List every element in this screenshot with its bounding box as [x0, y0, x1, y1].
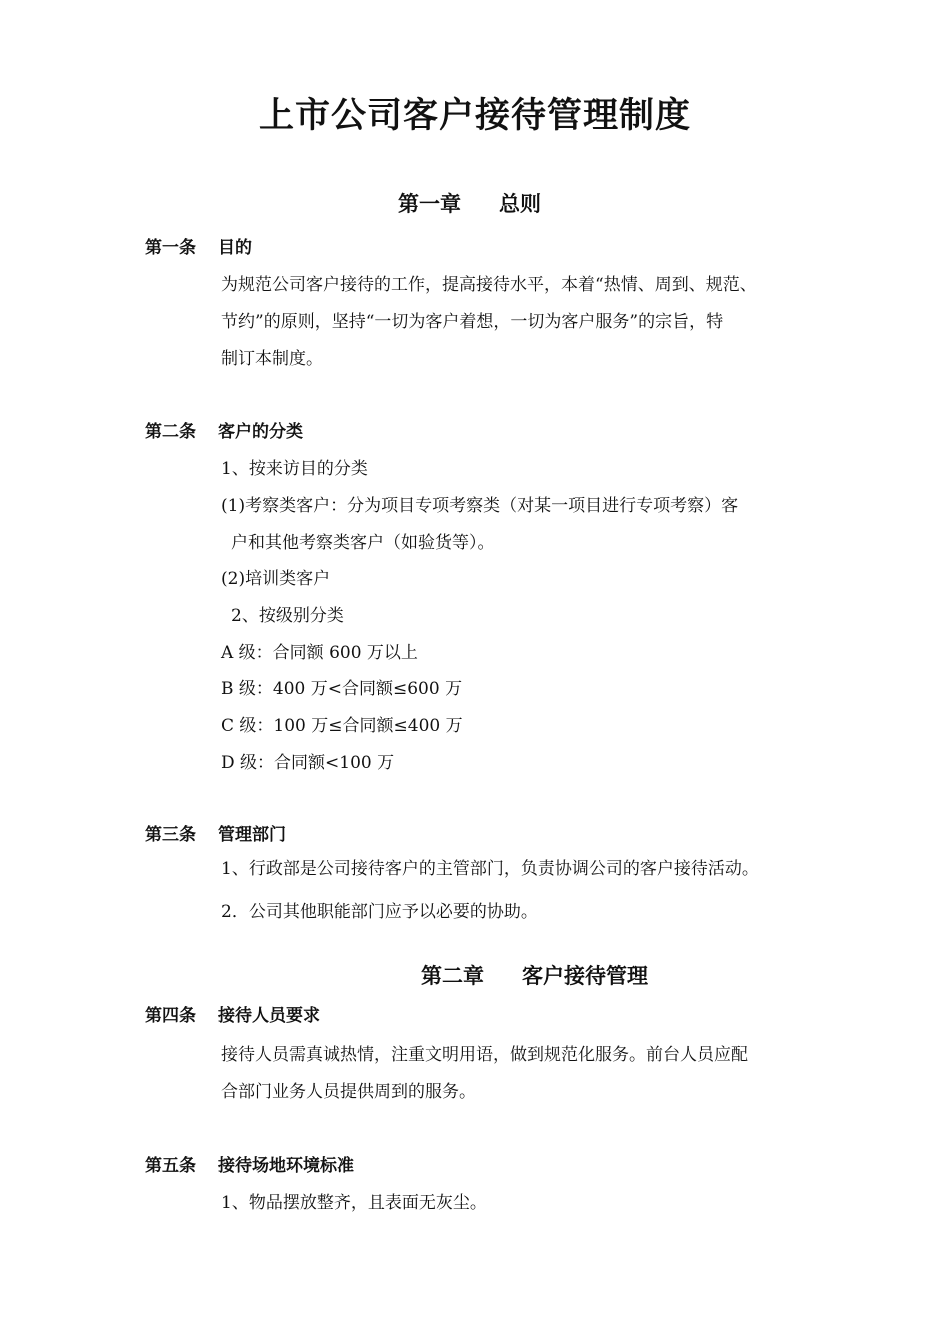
article-heading — [145, 1151, 354, 1176]
article-heading — [145, 820, 286, 845]
list-item: 户和其他考察类客户（如验货等）。 — [231, 533, 495, 553]
chapter-heading — [421, 960, 648, 990]
article-heading — [145, 1001, 320, 1026]
list-item: (2)培训类客户 — [221, 569, 331, 589]
chapter-number: 第一章 — [398, 192, 461, 216]
list-item: 1、物品摆放整齐，且表面无灰尘。 — [221, 1193, 487, 1213]
paragraph-line: 合部门业务人员提供周到的服务。 — [221, 1082, 476, 1102]
article-heading — [145, 417, 303, 442]
list-item: (1)考察类客户：分为项目专项考察类（对某一项目进行专项考察）客 — [221, 496, 739, 516]
paragraph-line: 制订本制度。 — [221, 349, 323, 369]
article-number: 第五条 — [145, 1156, 196, 1176]
chapter-name: 客户接待管理 — [522, 964, 648, 988]
chapter-heading — [398, 188, 541, 218]
article-number: 第一条 — [145, 238, 196, 258]
list-item: B 级：400 万<合同额≤600 万 — [221, 679, 463, 699]
article-number: 第三条 — [145, 825, 196, 845]
article-number: 第二条 — [145, 422, 196, 442]
list-item: 1、按来访目的分类 — [221, 459, 368, 479]
list-item: C 级：100 万≤合同额≤400 万 — [221, 716, 463, 736]
list-item: 2．公司其他职能部门应予以必要的协助。 — [221, 902, 538, 922]
article-name: 管理部门 — [218, 825, 286, 845]
article-heading — [145, 233, 252, 258]
paragraph-line: 节约”的原则，坚持“一切为客户着想，一切为客户服务”的宗旨，特 — [221, 312, 724, 332]
paragraph-line: 为规范公司客户接待的工作，提高接待水平，本着“热情、周到、规范、 — [221, 275, 757, 295]
chapter-number: 第二章 — [421, 964, 484, 988]
chapter-name: 总则 — [499, 192, 541, 216]
list-item: 2、按级别分类 — [231, 606, 344, 626]
article-name: 目的 — [218, 238, 252, 258]
list-item: A 级：合同额 600 万以上 — [221, 643, 418, 663]
paragraph-line: 接待人员需真诚热情，注重文明用语，做到规范化服务。前台人员应配 — [221, 1045, 748, 1065]
article-name: 接待场地环境标准 — [218, 1156, 354, 1176]
list-item: 1、行政部是公司接待客户的主管部门，负责协调公司的客户接待活动。 — [221, 859, 759, 879]
article-name: 接待人员要求 — [218, 1006, 320, 1026]
article-number: 第四条 — [145, 1006, 196, 1026]
document-title: 上市公司客户接待管理制度 — [258, 96, 691, 136]
article-name: 客户的分类 — [218, 422, 303, 442]
list-item: D 级：合同额<100 万 — [221, 753, 395, 773]
